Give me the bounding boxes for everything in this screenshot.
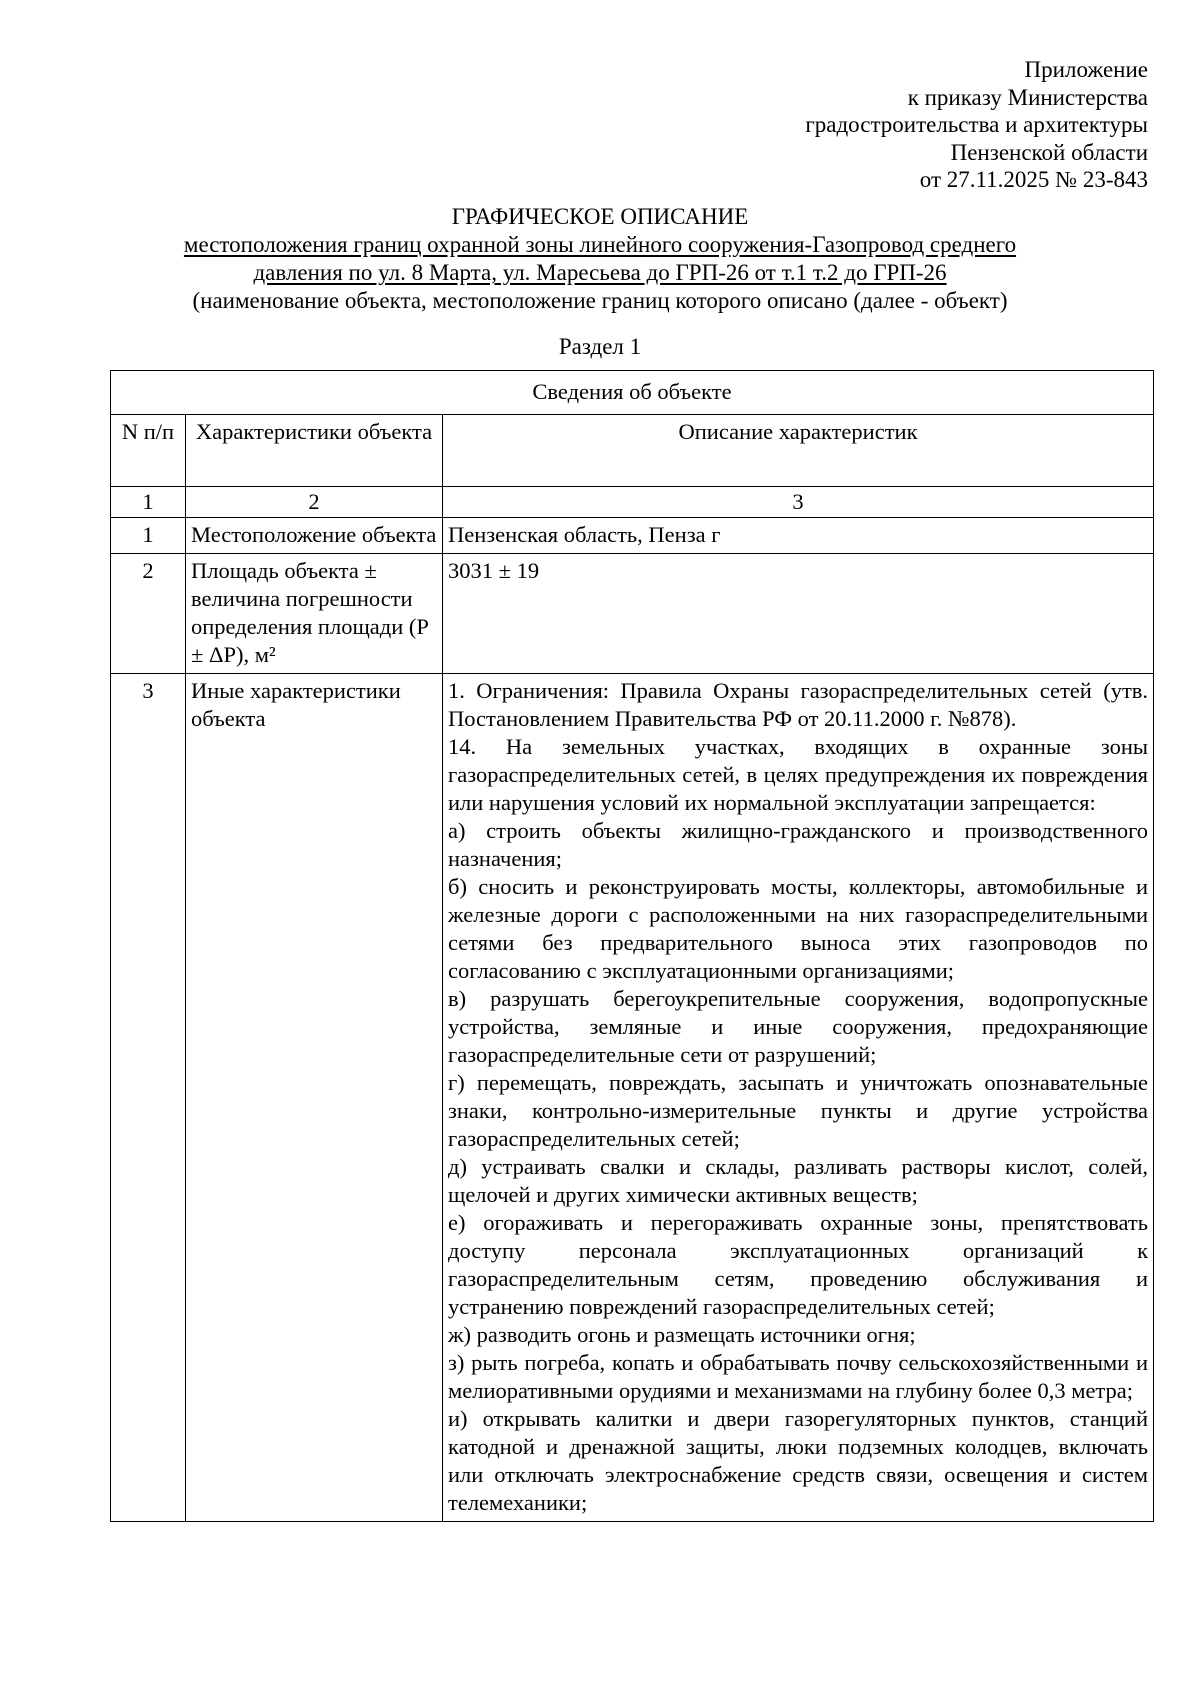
document-header bbox=[548, 56, 1148, 194]
title-object-line-1: местоположения границ охранной зоны линейного сооружения-Газопровод среднего bbox=[183, 232, 1017, 257]
title-main: ГРАФИЧЕСКОЕ ОПИСАНИЕ bbox=[451, 204, 749, 229]
row-characteristic: Площадь объекта ± величина погрешности определения площади (P ± ΔP), м² bbox=[186, 554, 443, 674]
row-number: 1 bbox=[111, 518, 186, 554]
column-number: 1 bbox=[111, 487, 186, 518]
restriction-paragraph: 14. На земельных участках, входящих в охранные зоны газораспределительных сетей, в целях предупреждения их повреждения или нарушения условий их нормальной эксплуатации запрещается: bbox=[448, 734, 1149, 815]
row-value-restrictions bbox=[443, 674, 1154, 1522]
header-characteristics: Характеристики объекта bbox=[186, 415, 443, 487]
column-number: 2 bbox=[186, 487, 443, 518]
restriction-paragraph: е) огораживать и перегораживать охранные зоны, препятствовать доступу персонала эксплуатационных организаций к газораспределительным сетям, проведению обслуживания и устранению повреждений газораспределительных сетей; bbox=[448, 1210, 1149, 1319]
table-caption: Сведения об объекте bbox=[111, 371, 1154, 415]
table-caption-row bbox=[111, 371, 1154, 415]
restriction-paragraph: 1. Ограничения: Правила Охраны газораспределительных сетей (утв. Постановлением Правительства РФ от 20.11.2000 г. №878). bbox=[448, 678, 1149, 731]
row-characteristic: Местоположение объекта bbox=[186, 518, 443, 554]
restriction-paragraph: ж) разводить огонь и размещать источники огня; bbox=[448, 1322, 916, 1347]
table-column-numbers-row bbox=[111, 487, 1154, 518]
document-title bbox=[80, 203, 1120, 315]
table-row bbox=[111, 674, 1154, 1522]
header-description: Описание характеристик bbox=[443, 415, 1154, 487]
restriction-paragraph: а) строить объекты жилищно-гражданского и производственного назначения; bbox=[448, 818, 1149, 871]
header-line: Приложение bbox=[1024, 57, 1148, 82]
object-info-table bbox=[110, 370, 1154, 1522]
table-row bbox=[111, 518, 1154, 554]
restriction-paragraph: з) рыть погреба, копать и обрабатывать почву сельскохозяйственными и мелиоративными орудиями и механизмами на глубину более 0,3 метра; bbox=[448, 1350, 1149, 1403]
table-row bbox=[111, 554, 1154, 674]
header-line: от 27.11.2025 № 23-843 bbox=[919, 167, 1148, 192]
section-heading: Раздел 1 bbox=[558, 334, 642, 359]
row-characteristic: Иные характеристики объекта bbox=[186, 674, 443, 1522]
restriction-paragraph: г) перемещать, повреждать, засыпать и уничтожать опознавательные знаки, контрольно-измерительные пункты и другие устройства газораспределительных сетей; bbox=[448, 1070, 1149, 1151]
header-num: N п/п bbox=[111, 415, 186, 487]
restriction-paragraph: и) открывать калитки и двери газорегуляторных пунктов, станций катодной и дренажной защиты, люки подземных колодцев, включать или отключать электроснабжение средств связи, освещения и систем телемеханики; bbox=[448, 1406, 1149, 1515]
row-value: 3031 ± 19 bbox=[443, 554, 1154, 674]
column-number: 3 bbox=[443, 487, 1154, 518]
header-line: градостроительства и архитектуры bbox=[805, 112, 1148, 137]
header-line: Пензенской области bbox=[950, 139, 1148, 165]
title-object-line-2: давления по ул. 8 Марта, ул. Маресьева до ГРП-26 от т.1 т.2 до ГРП-26 bbox=[253, 260, 947, 285]
restriction-paragraph: д) устраивать свалки и склады, разливать растворы кислот, солей, щелочей и других химически активных веществ; bbox=[448, 1154, 1149, 1207]
restriction-paragraph: в) разрушать берегоукрепительные сооружения, водопропускные устройства, земляные и иные сооружения, предохраняющие газораспределительные сети от разрушений; bbox=[448, 986, 1149, 1067]
header-line: к приказу Министерства bbox=[907, 84, 1148, 110]
row-value: Пензенская область, Пенза г bbox=[443, 518, 1154, 554]
restriction-paragraph: б) сносить и реконструировать мосты, коллекторы, автомобильные и железные дороги с расположенными на них газораспределительными сетями без предварительного выноса этих газопроводов по согласованию с эксплуатационными организациями; bbox=[448, 874, 1149, 983]
row-number: 3 bbox=[111, 674, 186, 1522]
table-header-row bbox=[111, 415, 1154, 487]
title-caption: (наименование объекта, местоположение границ которого описано (далее - объект) bbox=[192, 288, 1008, 313]
row-number: 2 bbox=[111, 554, 186, 674]
